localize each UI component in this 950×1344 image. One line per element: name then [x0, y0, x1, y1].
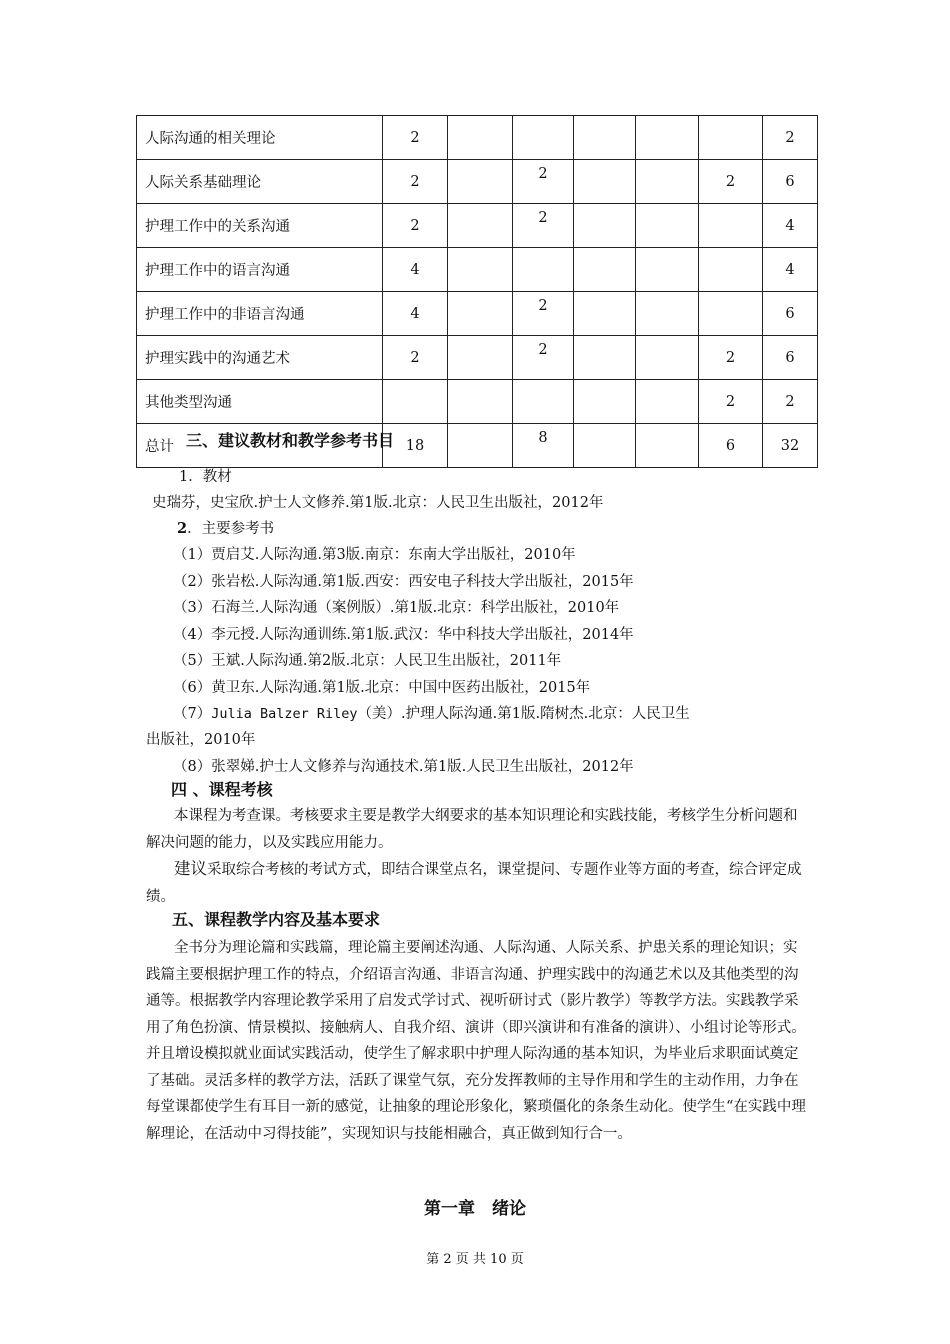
references-label-number: 2 [177, 520, 188, 537]
hours-cell [636, 116, 699, 160]
references-label [177, 517, 274, 538]
textbook-label: 1．教材 [179, 469, 232, 485]
reference-item-7-continued: 出版社，2010年 [146, 732, 256, 748]
topic-cell: 护理工作中的语言沟通 [137, 248, 383, 292]
reference-item: （2）张岩松.人际沟通.第1版.西安：西安电子科技大学出版社，2015年 [173, 574, 634, 590]
hours-cell: 2 [513, 204, 574, 248]
section5-paragraph [146, 935, 810, 1147]
hours-cell [574, 160, 636, 204]
hours-cell: 18 [383, 424, 448, 468]
table-row [137, 292, 818, 336]
reference-item: （5）王斌.人际沟通.第2版.北京：人民卫生出版社，2011年 [173, 653, 562, 669]
topic-cell: 护理工作中的非语言沟通 [137, 292, 383, 336]
hours-cell [448, 160, 513, 204]
topic-cell: 其他类型沟通 [137, 380, 383, 424]
hours-cell: 2 [383, 336, 448, 380]
hours-cell [448, 204, 513, 248]
hours-cell [636, 424, 699, 468]
reference-item: （4）李元授.人际沟通训练.第1版.武汉：华中科技大学出版社，2014年 [173, 627, 634, 643]
hours-cell: 2 [699, 380, 763, 424]
hours-cell: 2 [699, 160, 763, 204]
hours-cell: 2 [513, 160, 574, 204]
hours-cell [513, 380, 574, 424]
reference-item: （8）张翠娣.护士人文修养与沟通技术.第1版.人民卫生出版社，2012年 [173, 759, 634, 775]
section4-p2-lead: 建议 [174, 859, 207, 878]
hours-cell: 6 [763, 160, 818, 204]
hours-cell: 2 [383, 204, 448, 248]
hours-cell [448, 380, 513, 424]
section4-p2-text: 采取综合考核的考试方式，即结合课堂点名，课堂提问、专题作业等方面的考查，综合评定成绩。 [146, 862, 802, 905]
hours-cell [636, 204, 699, 248]
topic-cell: 护理工作中的关系沟通 [137, 204, 383, 248]
ref7-rest: （美）.护理人际沟通.第1版.隋树杰.北京：人民卫生 [357, 706, 690, 722]
section4-paragraph-2 [146, 856, 810, 910]
hours-cell: 4 [763, 204, 818, 248]
section4-paragraph-1 [146, 803, 810, 856]
hours-cell [448, 336, 513, 380]
hours-cell [448, 116, 513, 160]
hours-cell [513, 116, 574, 160]
hours-cell [636, 380, 699, 424]
hours-cell [636, 160, 699, 204]
section4-heading: 四 、课程考核 [171, 780, 273, 799]
hours-cell: 4 [763, 248, 818, 292]
ref7-author: Julia Balzer Riley [211, 706, 358, 722]
hours-table [136, 115, 818, 468]
table-row [137, 336, 818, 380]
hours-cell [699, 116, 763, 160]
hours-cell [699, 248, 763, 292]
hours-cell [699, 204, 763, 248]
table-row [137, 204, 818, 248]
hours-cell [574, 116, 636, 160]
reference-item-7 [173, 702, 690, 723]
reference-item: （3）石海兰.人际沟通（案例版）.第1版.北京：科学出版社，2010年 [173, 600, 620, 616]
reference-item: （1）贾启艾.人际沟通.第3版.南京：东南大学出版社，2010年 [173, 547, 576, 563]
hours-cell [383, 380, 448, 424]
chapter-title: 第一章 绪论 [424, 1199, 526, 1219]
hours-cell [574, 204, 636, 248]
hours-cell: 6 [763, 336, 818, 380]
hours-cell: 2 [699, 336, 763, 380]
topic-cell: 人际关系基础理论 [137, 160, 383, 204]
hours-cell [574, 292, 636, 336]
hours-cell: 6 [763, 292, 818, 336]
hours-cell [513, 248, 574, 292]
hours-cell: 2 [763, 380, 818, 424]
section3-heading: 三、建议教材和教学参考书目 [186, 431, 395, 450]
hours-cell: 2 [513, 292, 574, 336]
hours-cell [448, 248, 513, 292]
hours-cell: 4 [383, 248, 448, 292]
section5-p1-text: 全书分为理论篇和实践篇，理论篇主要阐述沟通、人际沟通、人际关系、护患关系的理论知识；实践篇主要根据护理工作的特点，介绍语言沟通、非语言沟通、护理实践中的沟通艺术以及其他类型的沟通等。根据教学内容理论教学采用了启发式学讨式、视听研讨式（影片教学）等教学方法。实践教学采用了角色扮演、情景模拟、接触病人、自我介绍、演讲（即兴演讲和有准备的演讲）、小组讨论等形式。并且增设模拟就业面试实践活动，使学生了解求职中护理人际沟通的基本知识，为毕业后求职面试奠定了基础。灵活多样的教学方法，活跃了课堂气氛，充分发挥教师的主导作用和学生的主动作用，力争在每堂课都使学生有耳目一新的感觉，让抽象的理论形象化，繁琐僵化的条条生动化。使学生“在实践中理解理论，在活动中习得技能”，实现知识与技能相融合，真正做到知行合一。 [146, 940, 806, 1142]
hours-cell [636, 248, 699, 292]
hours-cell [448, 424, 513, 468]
topic-cell: 人际沟通的相关理论 [137, 116, 383, 160]
table-row [137, 116, 818, 160]
hours-cell [574, 336, 636, 380]
hours-cell: 2 [513, 336, 574, 380]
hours-cell [448, 292, 513, 336]
hours-cell [574, 424, 636, 468]
hours-cell: 32 [763, 424, 818, 468]
hours-cell [636, 292, 699, 336]
hours-cell [574, 248, 636, 292]
page-footer: 第 2 页 共 10 页 [426, 1252, 524, 1267]
table-row [137, 248, 818, 292]
section5-heading: 五、课程教学内容及基本要求 [172, 910, 381, 929]
hours-cell [636, 336, 699, 380]
hours-cell [574, 380, 636, 424]
hours-cell: 4 [383, 292, 448, 336]
topic-cell: 护理实践中的沟通艺术 [137, 336, 383, 380]
references-label-text: ．主要参考书 [187, 521, 275, 537]
hours-cell: 8 [513, 424, 574, 468]
table-row [137, 160, 818, 204]
hours-cell: 2 [383, 116, 448, 160]
reference-item: （6）黄卫东.人际沟通.第1版.北京：中国中医药出版社，2015年 [173, 680, 591, 696]
section4-p1-text: 本课程为考查课。考核要求主要是教学大纲要求的基本知识理论和实践技能，考核学生分析问题和解决问题的能力，以及实践应用能力。 [146, 808, 798, 851]
table-row [137, 380, 818, 424]
topic-cell: 总计 [137, 424, 383, 468]
hours-cell: 6 [699, 424, 763, 468]
ref7-prefix: （7） [173, 706, 212, 722]
hours-cell: 2 [383, 160, 448, 204]
hours-cell: 2 [763, 116, 818, 160]
textbook-entry: 史瑞芬，史宝欣.护士人文修养.第1版.北京：人民卫生出版社，2012年 [152, 495, 604, 511]
hours-cell [699, 292, 763, 336]
